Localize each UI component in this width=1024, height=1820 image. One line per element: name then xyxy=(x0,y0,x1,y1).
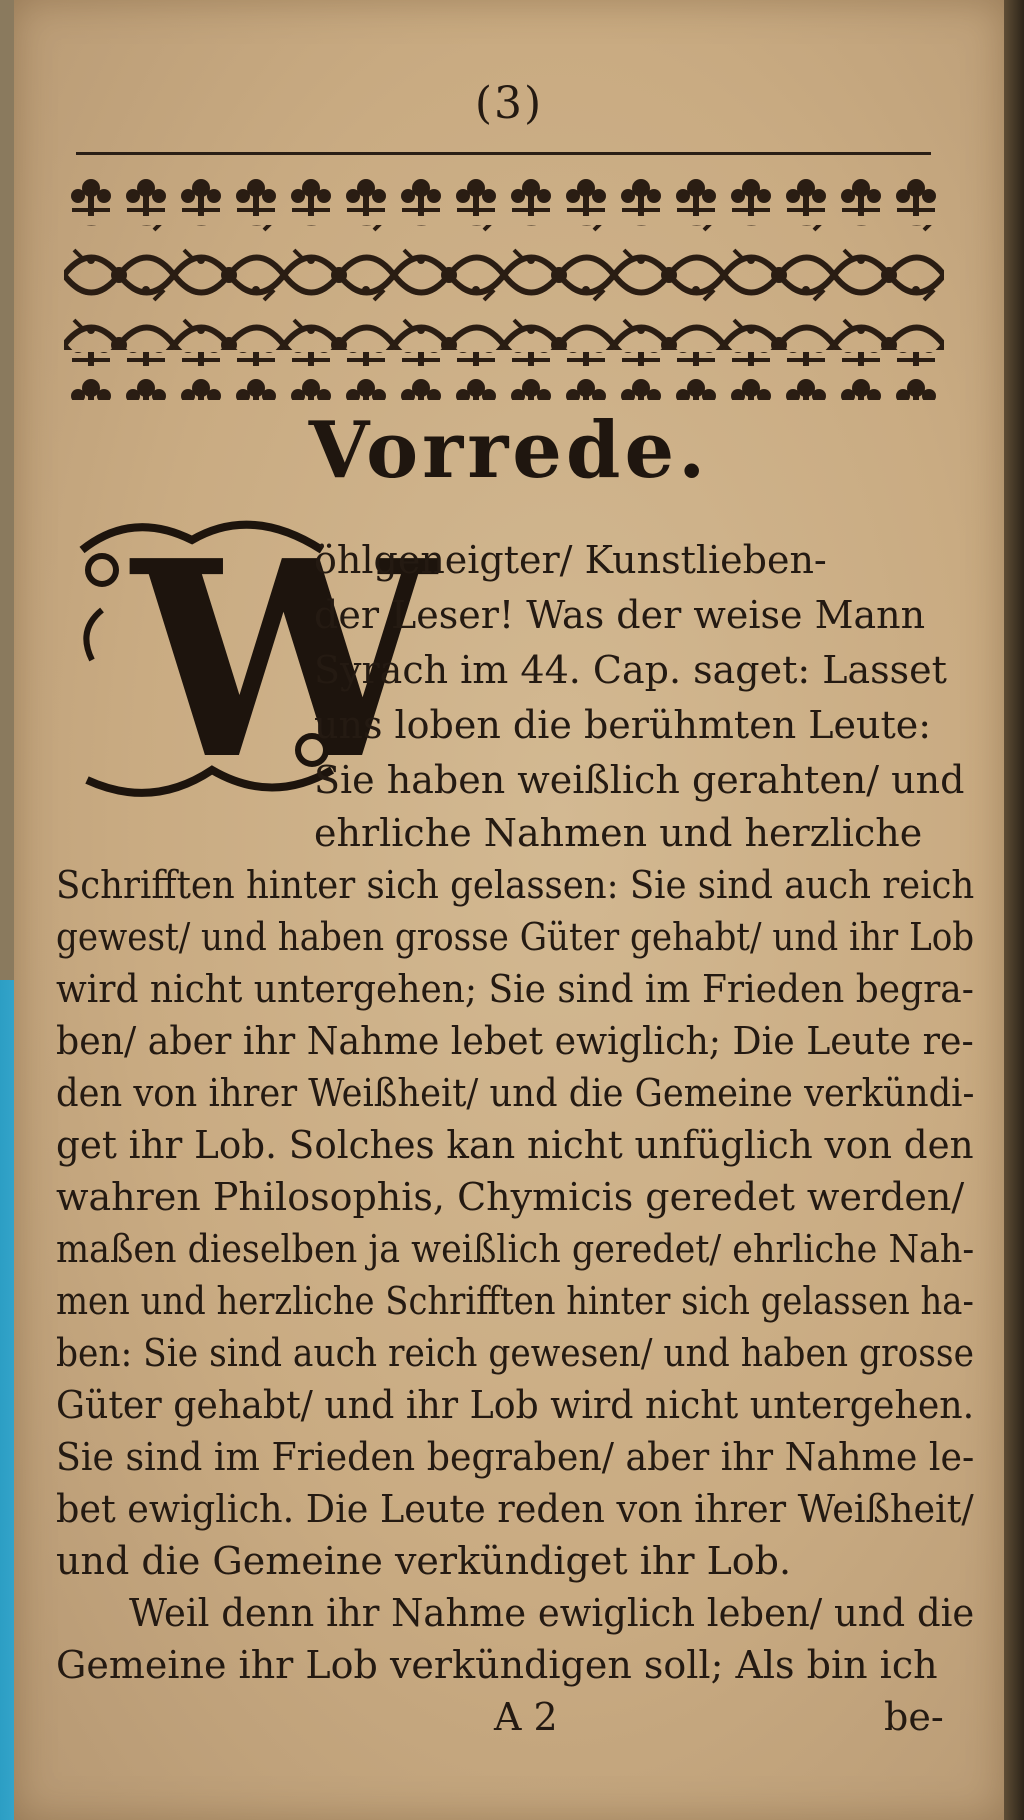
catchword: be- xyxy=(884,1695,944,1739)
decorated-initial xyxy=(72,501,436,819)
text-line: Gemeine ihr Lob verkündigen soll; Als bin ich xyxy=(56,1643,938,1687)
text-line: der Leser! Was der weise Mann xyxy=(314,593,926,637)
text-line: ben: Sie sind auch reich gewesen/ und haben grosse xyxy=(56,1331,974,1375)
text-line: maßen dieselben ja weißlich geredet/ ehrliche Nah- xyxy=(56,1227,975,1271)
text-line: Syrach im 44. Cap. saget: Lasset xyxy=(314,648,947,692)
text-line: den von ihrer Weißheit/ und die Gemeine verkündi- xyxy=(56,1071,975,1115)
book-page xyxy=(14,0,1004,1820)
initial-letter: W xyxy=(132,501,436,819)
text-line: wird nicht untergehen; Sie sind im Frieden begra- xyxy=(56,967,974,1011)
signature-mark: A 2 xyxy=(494,1695,558,1739)
text-line: ben/ aber ihr Nahme lebet ewiglich; Die Leute re- xyxy=(56,1019,974,1063)
text-line: Sie haben weißlich gerahten/ und xyxy=(314,758,965,802)
text-line: Güter gehabt/ und ihr Lob wird nicht untergehen. xyxy=(56,1383,975,1427)
header-rule xyxy=(76,152,931,155)
chapter-title: Vorrede. xyxy=(308,405,710,496)
text-line: men und herzliche Schrifften hinter sich gelassen ha- xyxy=(56,1279,974,1323)
text-line: get ihr Lob. Solches kan nicht unfüglich von den xyxy=(56,1123,974,1167)
text-line: bet ewiglich. Die Leute reden von ihrer Weißheit/ xyxy=(56,1487,974,1531)
text-line: ehrliche Nahmen und herzliche xyxy=(314,811,923,855)
text-line: Schrifften hinter sich gelassen: Sie sind auch reich xyxy=(56,863,975,907)
text-line: Weil denn ihr Nahme ewiglich leben/ und die xyxy=(129,1591,975,1635)
page-number: (3) xyxy=(474,78,544,129)
text-line: uns loben die berühmten Leute: xyxy=(314,703,931,747)
text-line: gewest/ und haben grosse Güter gehabt/ und ihr Lob xyxy=(56,915,975,959)
text-line: und die Gemeine verkündiget ihr Lob. xyxy=(56,1539,792,1583)
text-line: öhlgeneigter/ Kunstlieben- xyxy=(314,538,827,582)
ornamental-headpiece xyxy=(64,170,944,400)
text-line: Sie sind im Frieden begraben/ aber ihr Nahme le- xyxy=(56,1435,975,1479)
text-line: wahren Philosophis, Chymicis geredet werden/ xyxy=(56,1175,965,1219)
